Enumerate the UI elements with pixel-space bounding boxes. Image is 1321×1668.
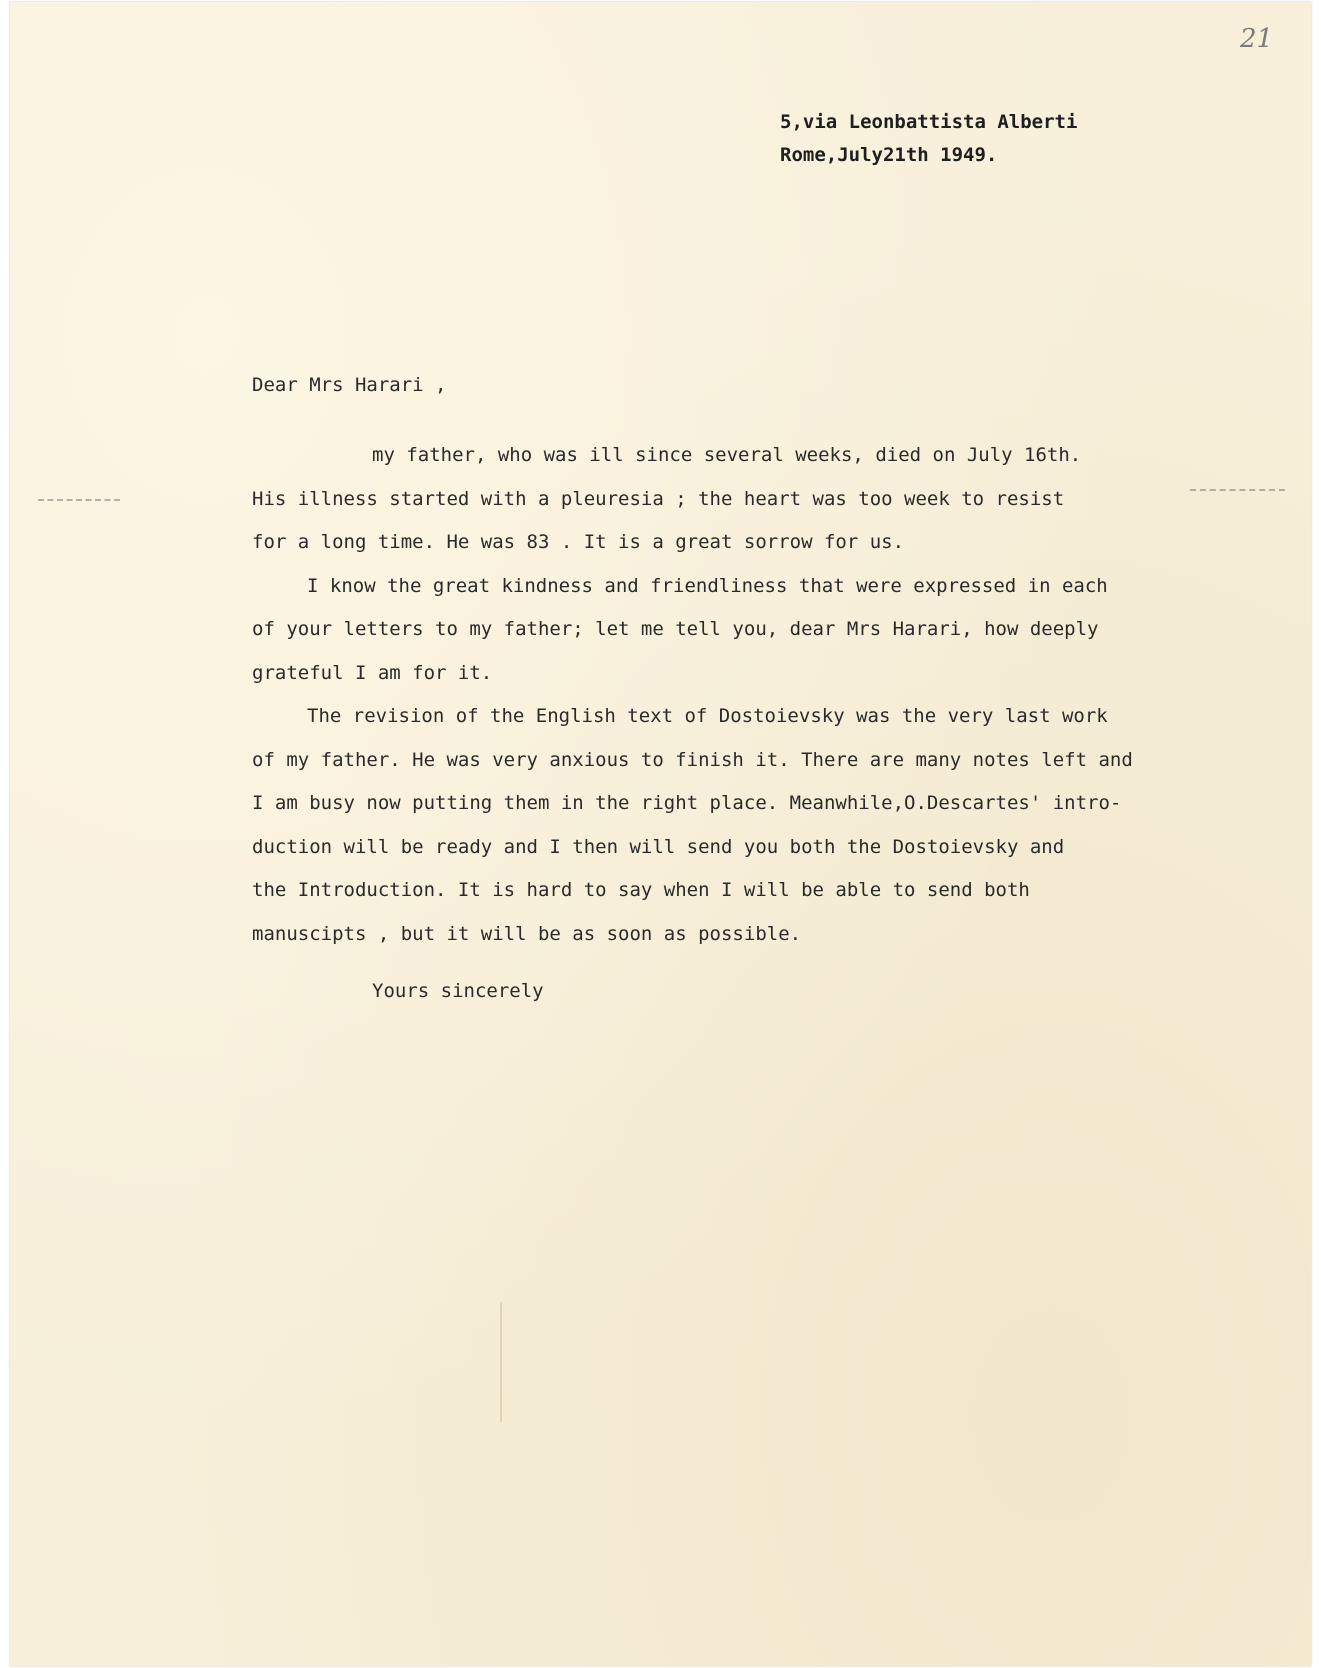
body-line: of your letters to my father; let me tell you, dear Mrs Harari, how deeply xyxy=(252,618,1099,640)
address-line: 5,via Leonbattista Alberti xyxy=(780,111,1078,133)
body-line: I know the great kindness and friendliness that were expressed in each xyxy=(307,574,1108,597)
body-line: His illness started with a pleuresia ; the heart was too week to resist xyxy=(252,487,1065,510)
body-line: grateful I am for it. xyxy=(252,661,493,684)
body-line: duction will be ready and I then will send you both the Dostoievsky and xyxy=(252,835,1065,858)
body-line: my father, who was ill since several weeks, died on July 16th. xyxy=(372,444,1082,466)
body-line: the Introduction. It is hard to say when I will be able to send both xyxy=(252,879,1030,901)
body-line: for a long time. He was 83 . It is a great sorrow for us. xyxy=(252,531,905,553)
body-line: of my father. He was very anxious to finish it. There are many notes left and xyxy=(252,748,1133,771)
salutation: Dear Mrs Harari , xyxy=(252,374,447,396)
paper-fold xyxy=(500,1302,502,1422)
date-line: Rome,July21th 1949. xyxy=(780,144,998,166)
body-line: I am busy now putting them in the right place. Meanwhile,O.Descartes' intro- xyxy=(252,792,1122,814)
page-number: 21 xyxy=(1240,24,1274,54)
closing: Yours sincerely xyxy=(372,980,544,1002)
body-line: The revision of the English text of Dostoievsky was the very last work xyxy=(307,705,1108,727)
body-line: manuscipts , but it will be as soon as possible. xyxy=(252,922,802,945)
letter-page xyxy=(10,2,1311,1666)
letter-body xyxy=(252,434,1272,956)
margin-mark-left xyxy=(38,499,120,501)
sender-address xyxy=(780,106,1077,172)
